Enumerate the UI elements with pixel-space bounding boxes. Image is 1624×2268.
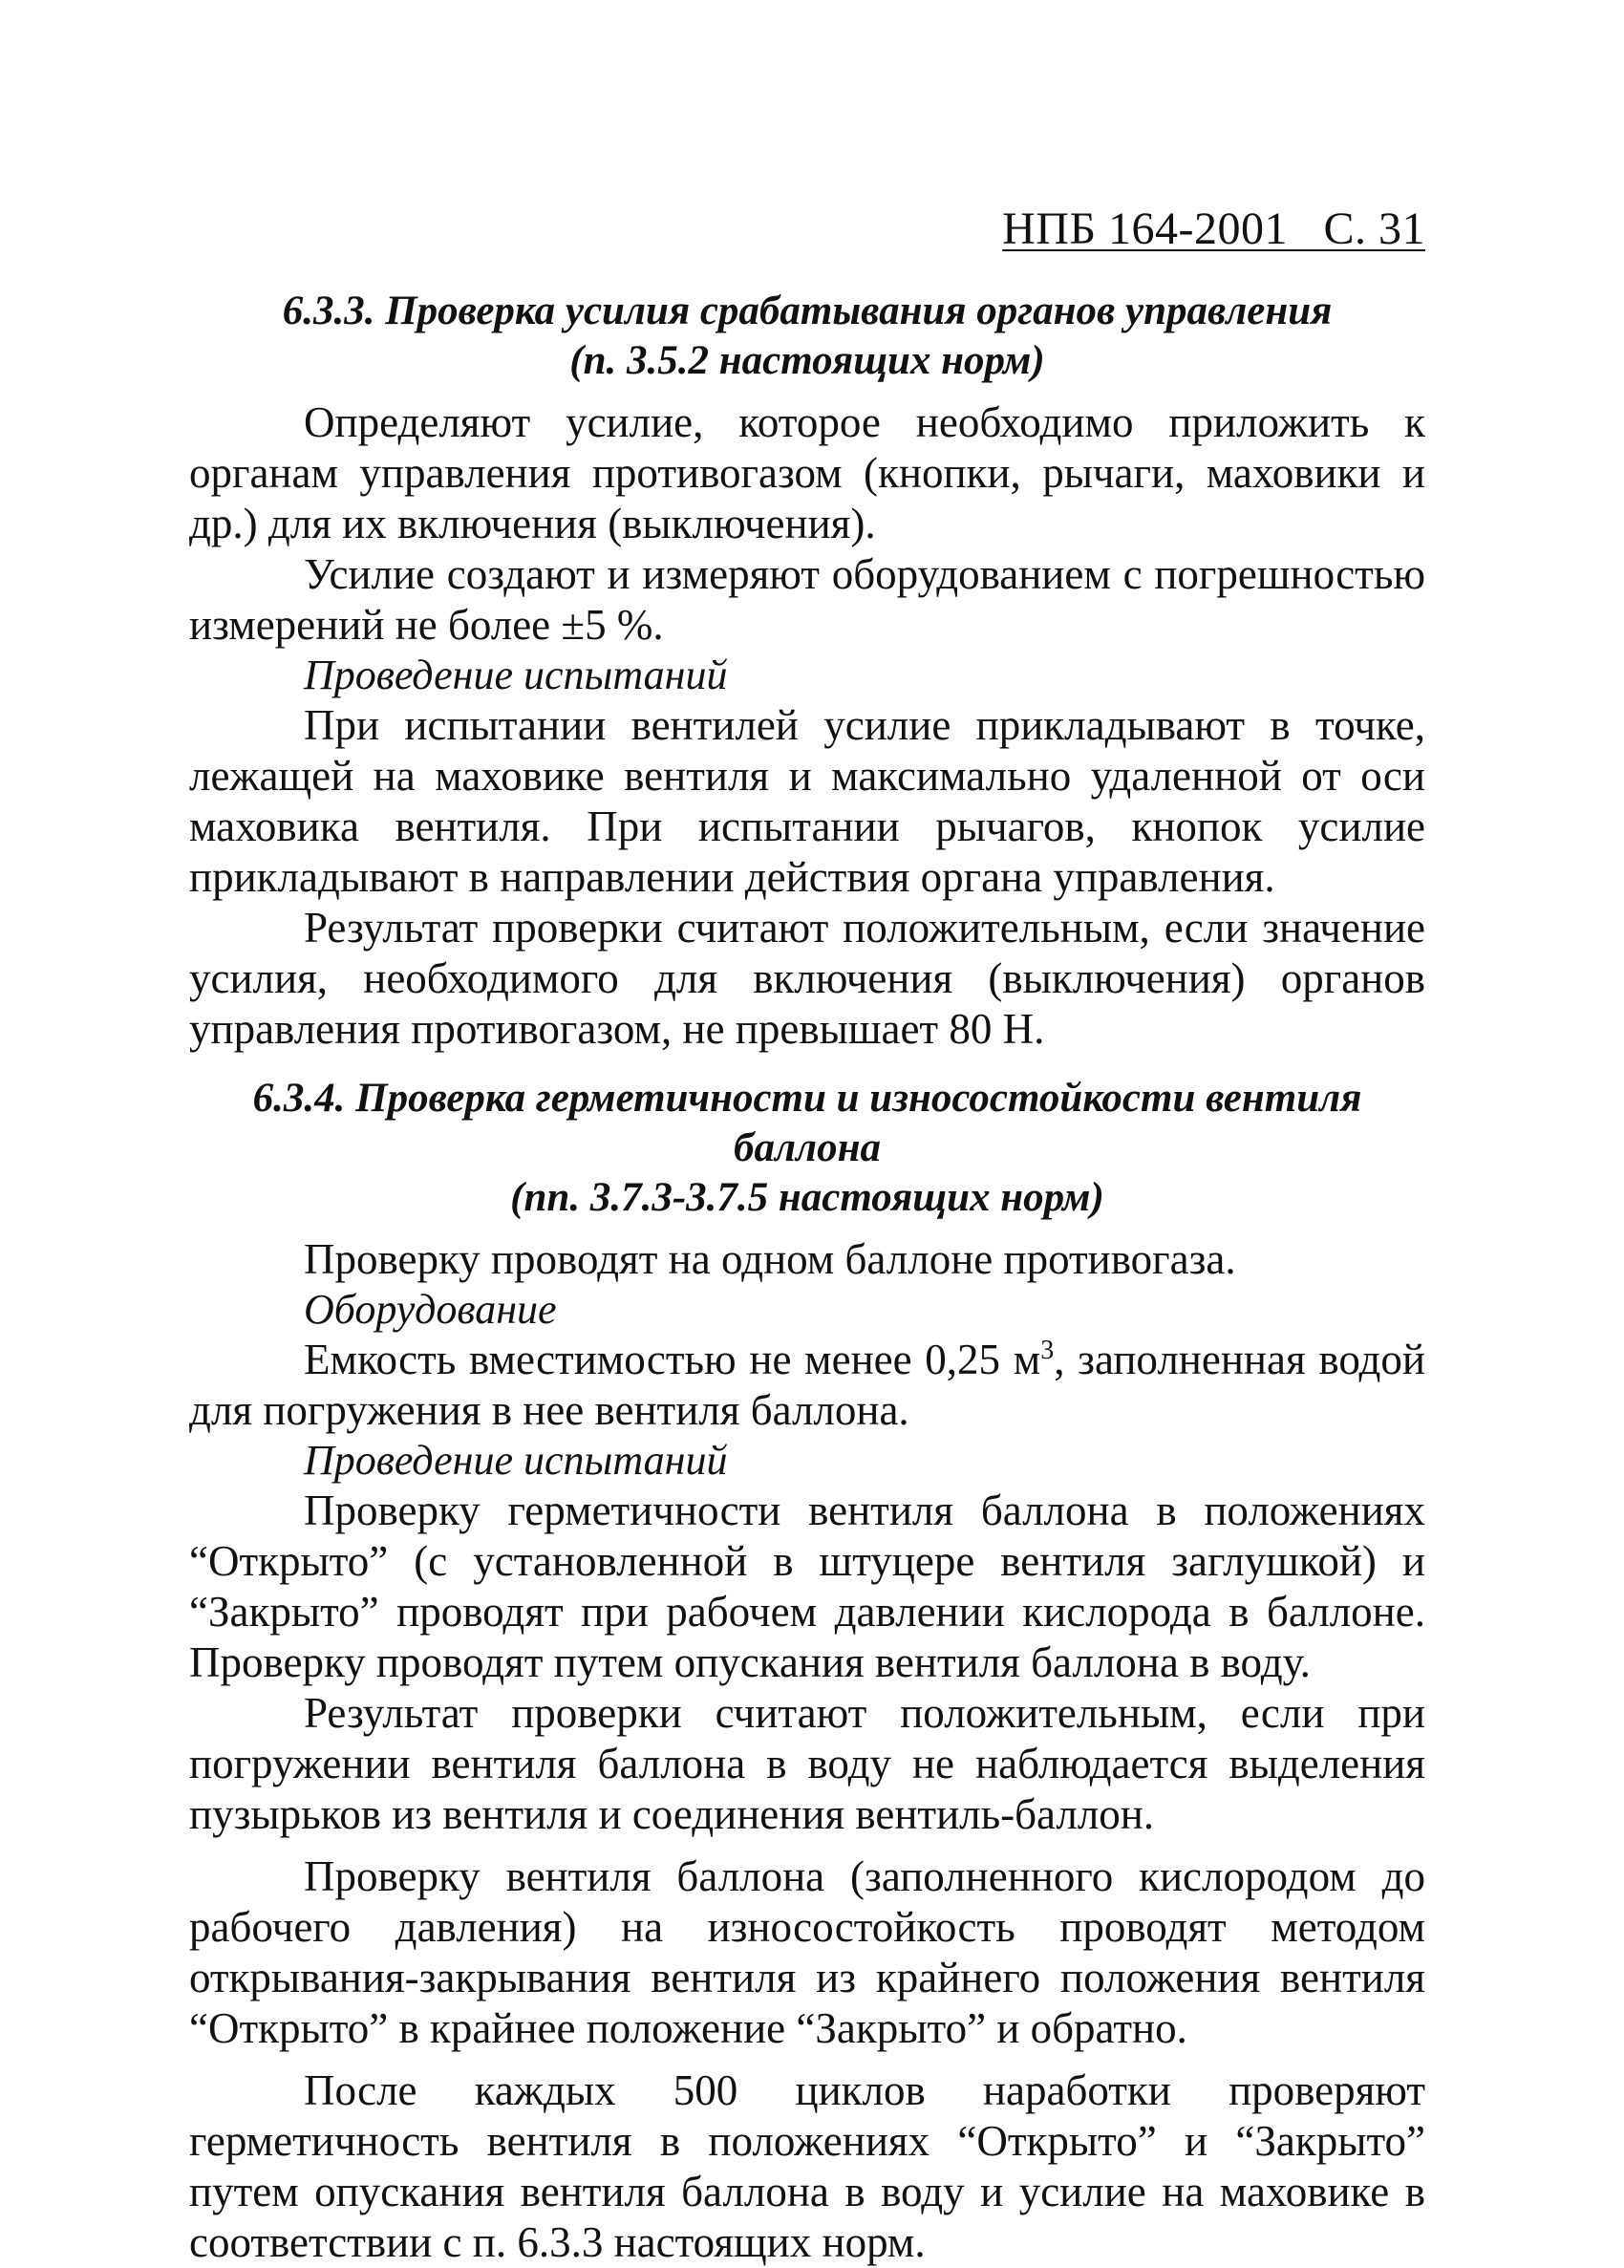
subheading-testing: Проведение испытаний <box>304 652 728 698</box>
paragraph: Проверку вентиля баллона (заполненного кислородом до рабочего давления) на износостойкость проводят методом открывания-закрывания вентиля из крайнего положения вентиля “Открыто” в крайнее положение “Закрыто” и обратно. <box>189 1852 1425 2052</box>
paragraph: Проверку проводят на одном баллоне противогаза. <box>304 1235 1236 1283</box>
paragraph: Результат проверки считают положительным, если значение усилия, необходимого для включения (выключения) органов управления противогазом, не превышает 80 Н. <box>189 904 1425 1053</box>
text-run: Емкость вместимостью не менее 0,25 м <box>304 1336 1041 1383</box>
section-title-line: 6.3.4. Проверка герметичности и износостойкости вентиля баллона <box>252 1076 1362 1170</box>
paragraph: После каждых 500 циклов наработки проверяют герметичность вентиля в положениях “Открыто” и “Закрыто” путем опускания вентиля баллона в воду и усилие на маховике в соответствии с п. 6.3.3 настоящих норм. <box>189 2066 1425 2266</box>
paragraph: Определяют усилие, которое необходимо приложить к органам управления противогазом (кнопки, рычаги, маховики и др.) для их включения (выключения). <box>189 398 1425 547</box>
section-title-6-3-4 <box>189 1074 1425 1223</box>
paragraph: Результат проверки считают положительным, если при погружении вентиля баллона в воду не наблюдается выделения пузырьков из вентиля и соединения вентиль-баллон. <box>189 1689 1425 1838</box>
paragraph-equipment <box>189 1335 1425 1436</box>
paragraph: Усилие создают и измеряют оборудованием с погрешностью измерений не более ±5 %. <box>189 550 1425 649</box>
paragraph: Проверку герметичности вентиля баллона в положениях “Открыто” (с установленной в штуцере вентиля заглушкой) и “Закрыто” проводят при рабочем давлении кислорода в баллоне. Проверку проводят путем опускания вентиля баллона в воду. <box>189 1487 1425 1686</box>
section-title-line: (п. 3.5.2 настоящих норм) <box>569 338 1045 383</box>
subheading-testing: Проведение испытаний <box>304 1437 728 1484</box>
section-title-6-3-3 <box>189 287 1425 386</box>
text-run: , заполненная водой для погружения в нее вентиля баллона. <box>189 1336 1425 1434</box>
superscript: 3 <box>1040 1336 1055 1365</box>
section-title-line: 6.3.3. Проверка усилия срабатывания органов управления <box>282 289 1333 333</box>
body-text <box>189 287 1425 2268</box>
paragraph: При испытании вентилей усилие прикладывают в точке, лежащей на маховике вентиля и максимально удаленной от оси маховика вентиля. При испытании рычагов, кнопок усилие прикладывают в направлении действия органа управления. <box>189 701 1425 901</box>
subheading-equipment: Оборудование <box>304 1286 557 1333</box>
running-header: НПБ 164-2001 С. 31 <box>1002 203 1425 254</box>
section-title-line: (пп. 3.7.3-3.7.5 настоящих норм) <box>510 1175 1104 1220</box>
